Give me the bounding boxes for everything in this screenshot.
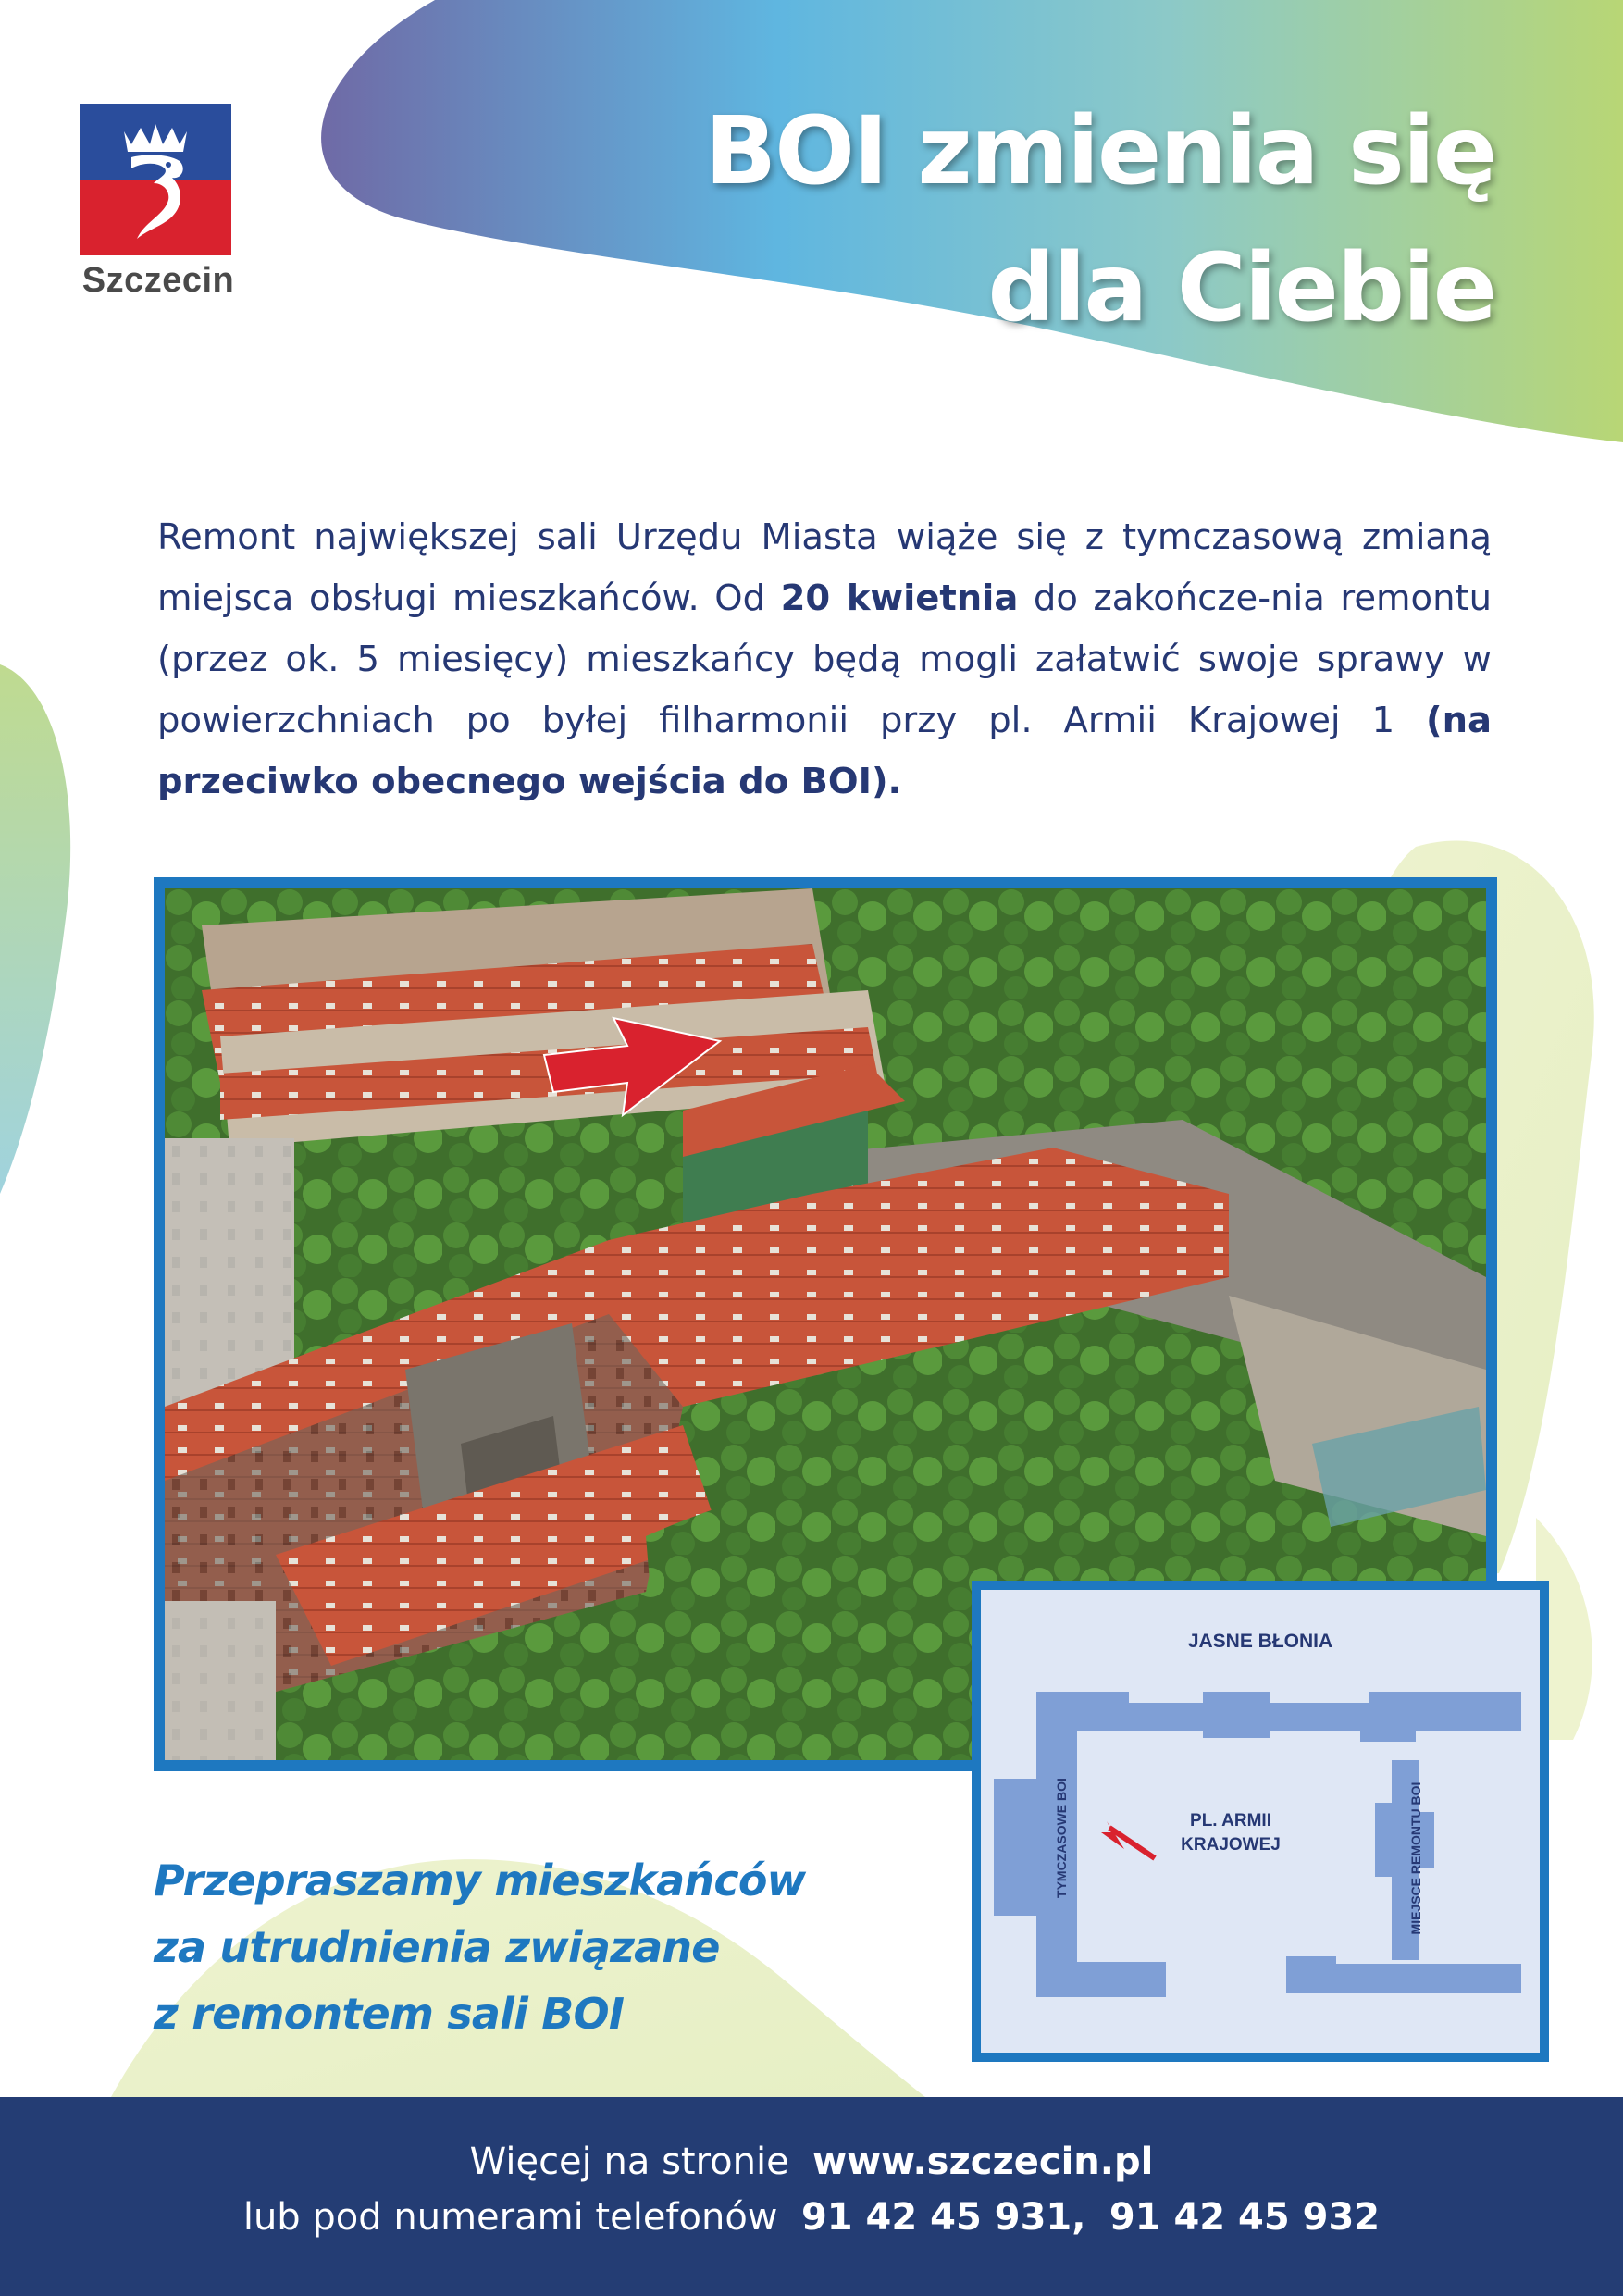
footer-website-line: Więcej na stronie www.szczecin.pl: [469, 2141, 1154, 2183]
logo-flag: [80, 104, 231, 255]
intro-text-2: do zakończe-nia remontu (przez ok. 5 miesięcy) mieszkańcy będą mogli załatwić swoje sprawy w powierzchniach po byłej filharmonii przy pl. Armii Krajowej 1: [157, 577, 1492, 741]
griffin-icon: [80, 104, 231, 255]
map-label-temporary-boi: TYMCZASOWE BOI: [1054, 1778, 1069, 1898]
map-label-renovation-site: MIEJSCE REMONTU BOI: [1408, 1781, 1423, 1935]
phone-number-1[interactable]: 91 42 45 931,: [800, 2196, 1086, 2239]
title-line-2: dla Ciebie: [987, 233, 1495, 343]
apology-text: [154, 1847, 805, 2047]
phone-number-2[interactable]: 91 42 45 932: [1109, 2196, 1381, 2239]
intro-location-note: (na przeciwko obecnego wejścia do BOI).: [157, 700, 1492, 802]
location-map: [972, 1581, 1549, 2062]
page-title: [705, 83, 1495, 357]
intro-date: 20 kwietnia: [780, 577, 1019, 619]
map-label-jasne-blonia: JASNE BŁONIA: [1187, 1631, 1333, 1652]
map-label-square: PL. ARMII KRAJOWEJ: [1181, 1811, 1281, 1855]
apology-line-1: Przepraszamy mieszkańców: [154, 1855, 806, 1905]
apology-line-2: za utrudnienia związane: [154, 1922, 720, 1972]
footer-phone-line: lub pod numerami telefonów 91 42 45 931, 91 42 45 932: [242, 2196, 1381, 2239]
map-canvas: [981, 1590, 1540, 2053]
website-link[interactable]: www.szczecin.pl: [812, 2141, 1154, 2183]
szczecin-logo: [80, 104, 235, 316]
logo-city-name: Szczecin: [81, 261, 235, 300]
apology-line-3: z remontem sali BOI: [154, 1989, 625, 2039]
intro-text-1: Remont największej sali Urzędu Miasta wiąże się z tymczasową zmianą miejsca obsługi mieszkańców. Od: [157, 516, 1492, 619]
footer-contact: [0, 2097, 1623, 2296]
title-line-1: BOI zmienia się: [704, 96, 1495, 206]
intro-paragraph: [157, 507, 1492, 813]
